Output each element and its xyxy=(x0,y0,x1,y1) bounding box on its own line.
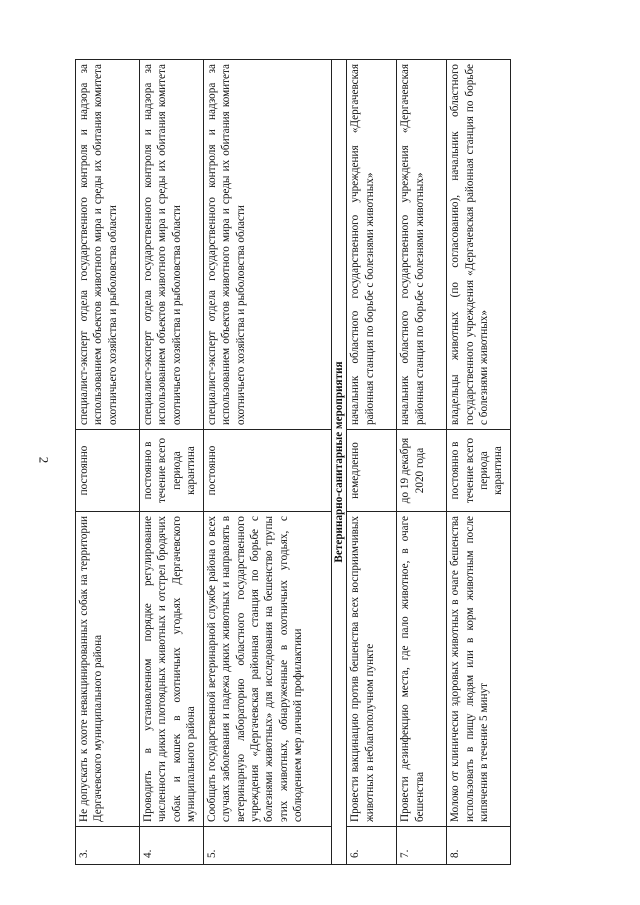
page-number: 2 xyxy=(36,456,52,464)
responsible-text: начальник областного государственного учреждения «Дергачевская районная станция по борьбе с болезнями животных» xyxy=(397,60,447,430)
measure-text: Молоко от клинически здоровых животных в очаге бешенства использовать в пищу людям или в корм животным после кипячения в течение 5 минут xyxy=(447,512,511,827)
deadline-text: постоянно xyxy=(204,430,332,512)
row-number: 3. xyxy=(76,827,140,865)
table-container xyxy=(75,60,505,865)
deadline-text: постоянно в течение всего периода карантина xyxy=(447,430,511,512)
rotated-page-content xyxy=(75,60,505,865)
section-title: Ветеринарно-санитарные мероприятия xyxy=(332,60,347,865)
responsible-text: начальник областного государственного учреждения «Дергачевская районная станция по борьбе с болезнями животных» xyxy=(347,60,397,430)
row-number: 7. xyxy=(397,827,447,865)
responsible-text: специалист-эксперт отдела государственного контроля и надзора за использованием объектов животного мира и среды их обитания комитета охотничьего хозяйства и рыболовства области xyxy=(76,60,140,430)
responsible-text: специалист-эксперт отдела государственного контроля и надзора за использованием объектов животного мира и среды их обитания комитета охотничьего хозяйства и рыболовства области xyxy=(204,60,332,430)
deadline-text: немедленно xyxy=(347,430,397,512)
row-number: 5. xyxy=(204,827,332,865)
table-row xyxy=(397,60,447,865)
deadline-text: постоянно xyxy=(76,430,140,512)
measure-text: Провести дезинфекцию места, где пало животное, в очаге бешенства xyxy=(397,512,447,827)
measure-text: Провести вакцинацию против бешенства всех восприимчивых животных в неблагополучном пункте xyxy=(347,512,397,827)
deadline-text: постоянно в течение всего периода карантина xyxy=(140,430,204,512)
row-number: 4. xyxy=(140,827,204,865)
measure-text: Не допускать к охоте невакцинированных собак на территории Дергачевского муниципального района xyxy=(76,512,140,827)
row-number: 6. xyxy=(347,827,397,865)
responsible-text: владельцы животных (по согласованию), начальник областного государственного учреждения «Дергачевская районная станция по борьбе с болезнями животных» xyxy=(447,60,511,430)
table-row xyxy=(204,60,332,865)
measure-text: Проводить в установленном порядке регулирование численности диких плотоядных животных и отстрел бродячих собак и кошек в охотничьих угодьях Дергачевского муниципального района xyxy=(140,512,204,827)
measures-table xyxy=(75,59,511,865)
row-number: 8. xyxy=(447,827,511,865)
responsible-text: специалист-эксперт отдела государственного контроля и надзора за использованием объектов животного мира и среды их обитания комитета охотничьего хозяйства и рыболовства области xyxy=(140,60,204,430)
measure-text: Сообщать государственной ветеринарной службе района о всех случаях заболевания и падежа диких животных и направлять в ветеринарную лабораторию областного государственного учреждения «Дергачевская районная станция по борьбе с болезнями животных» для исследования на бешенство трупы этих животных, обнаруженные в охотничьих угодьях, с соблюдением мер личной профилактики xyxy=(204,512,332,827)
section-header-row xyxy=(332,60,347,865)
table-row xyxy=(76,60,140,865)
table-row xyxy=(140,60,204,865)
table-row xyxy=(447,60,511,865)
deadline-text: до 19 декабря 2020 года xyxy=(397,430,447,512)
table-row xyxy=(347,60,397,865)
